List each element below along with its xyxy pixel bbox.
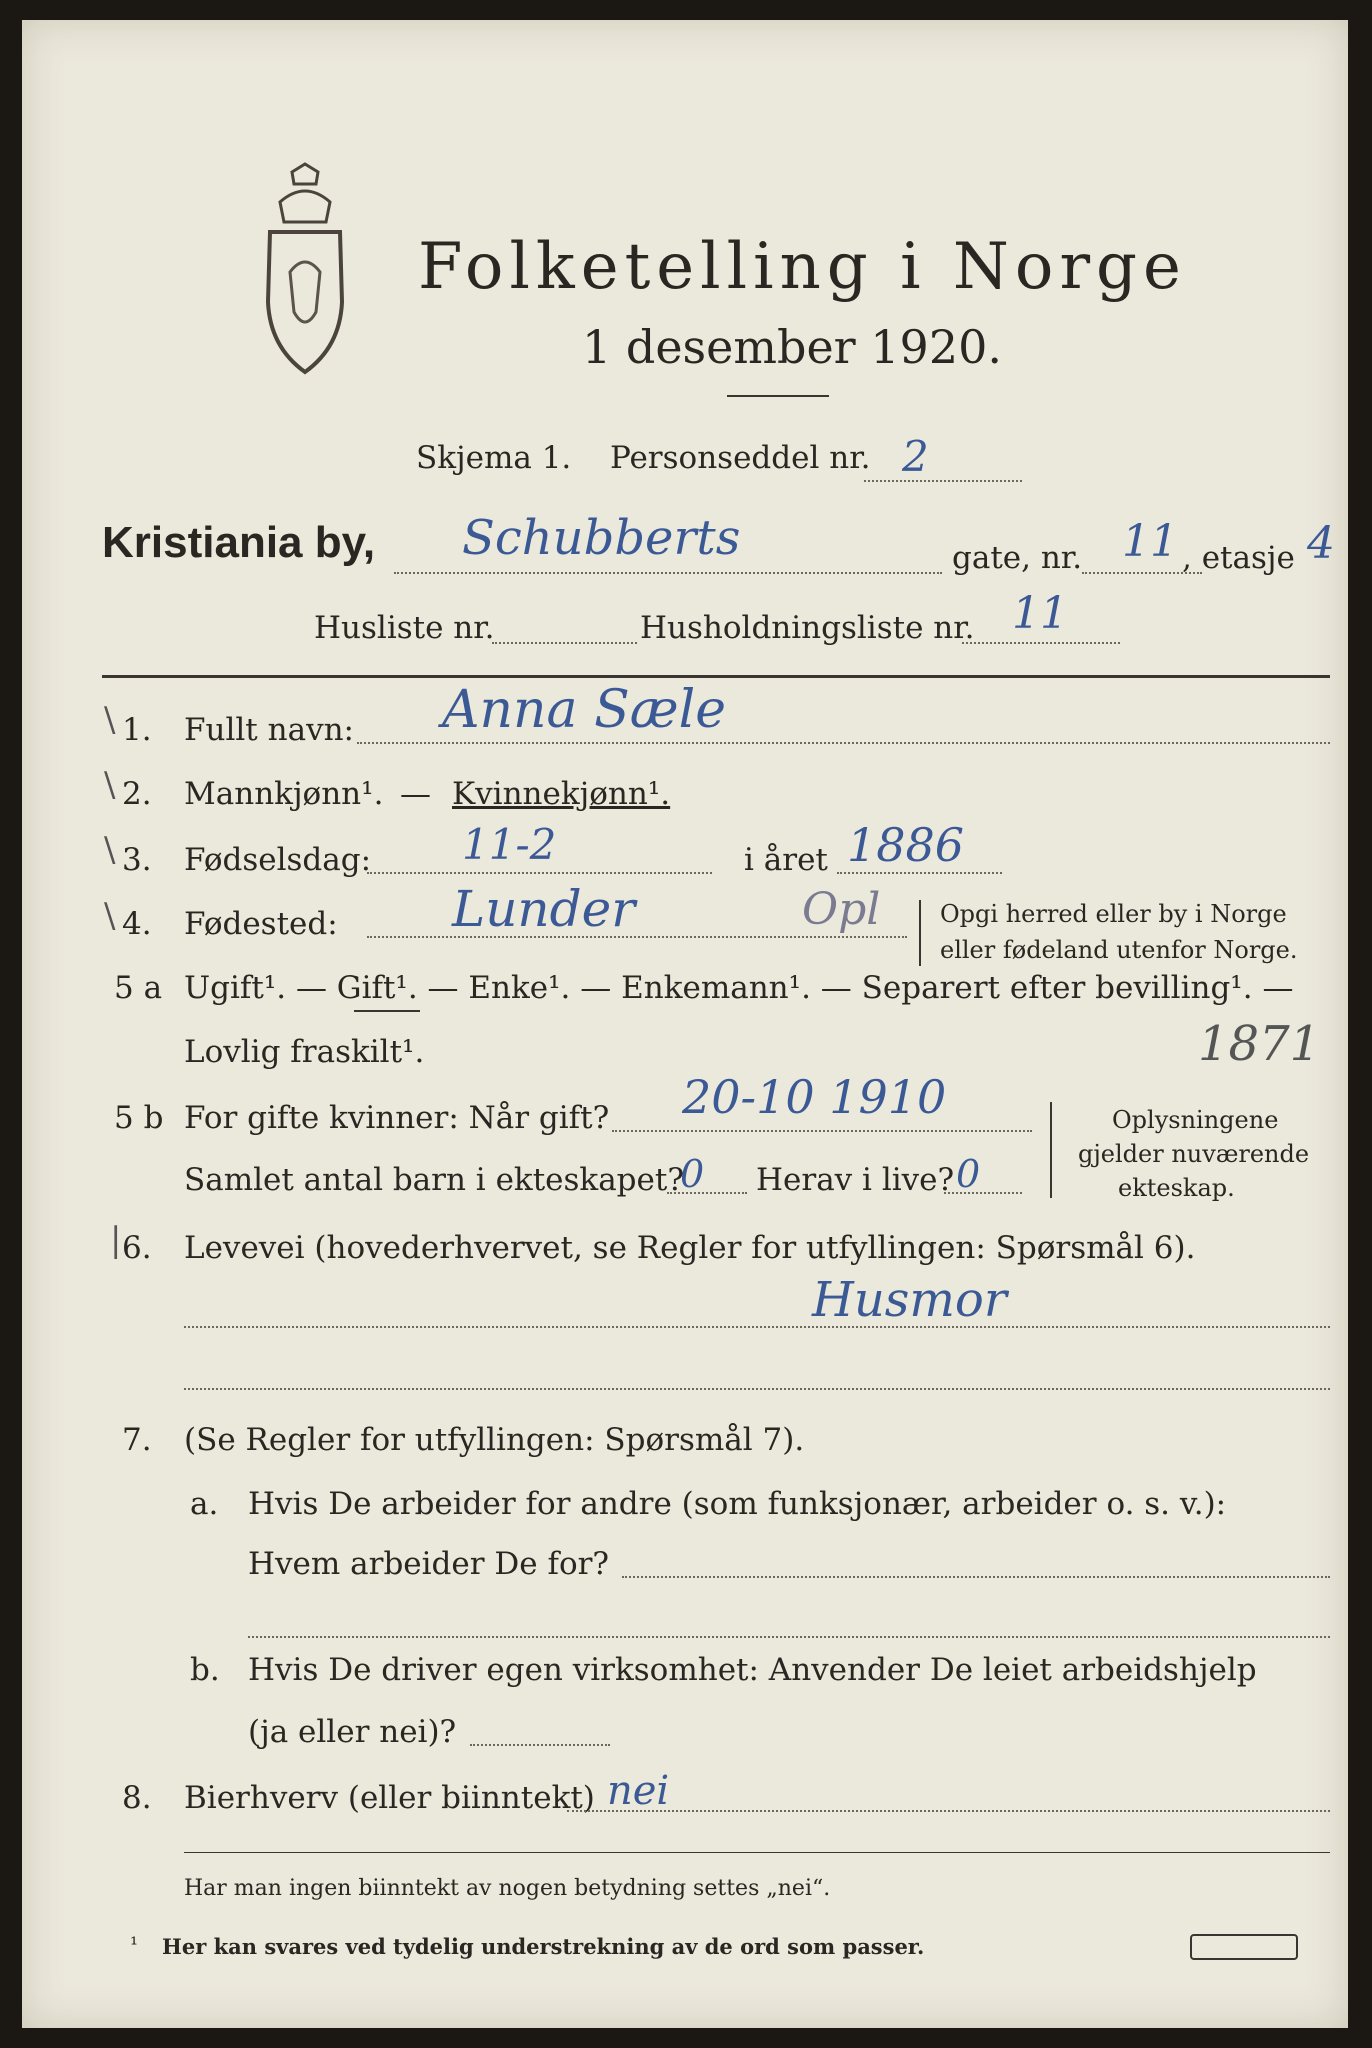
q5b-note-2: gjelder nuværende	[1078, 1140, 1310, 1168]
q5a-number: 5 a	[114, 970, 163, 1006]
q5b-note-3: ekteskap.	[1118, 1174, 1235, 1202]
q5b-value-1: 20-10 1910	[682, 1070, 947, 1124]
city-label: Kristiania by,	[102, 518, 376, 567]
husliste-field	[492, 642, 637, 644]
coat-of-arms-icon	[250, 162, 360, 382]
q3-value: 11-2	[462, 820, 557, 869]
q5b-label-2: Samlet antal barn i ekteskapet?	[184, 1162, 684, 1198]
q4-number: 4.	[122, 906, 152, 942]
q4-note-2: eller fødeland utenfor Norge.	[940, 936, 1298, 964]
q6-number: 6.	[122, 1230, 152, 1266]
q3-year-label: i året	[744, 842, 828, 878]
margin-tick: \	[104, 700, 116, 740]
q4-field	[367, 936, 907, 938]
q2-male: Mannkjønn¹.	[184, 776, 384, 812]
gate-label: gate, nr.	[952, 540, 1083, 576]
q8-number: 8.	[122, 1780, 152, 1816]
nr-value: 11	[1122, 516, 1178, 567]
etasje-label: , etasje	[1182, 540, 1295, 576]
q7-label: (Se Regler for utfyllingen: Spørsmål 7).	[184, 1422, 805, 1458]
q5b-number: 5 b	[114, 1100, 164, 1136]
q7a-field-1	[622, 1576, 1330, 1578]
q4-note-brace	[919, 900, 921, 966]
husholdning-value: 11	[1012, 588, 1068, 639]
q6-field-2	[184, 1388, 1330, 1390]
footer-note: Har man ingen biinntekt av nogen betydning settes „nei“.	[184, 1876, 831, 1901]
husholdning-label: Husholdningsliste nr.	[640, 610, 975, 646]
husholdning-field	[962, 642, 1120, 644]
q7a-line-2: Hvem arbeider De for?	[248, 1546, 610, 1582]
q2-female: Kvinnekjønn¹.	[452, 776, 671, 812]
q5b-value-2: 0	[680, 1152, 705, 1196]
q5b-label-1: For gifte kvinner: Når gift?	[184, 1100, 610, 1136]
q1-number: 1.	[122, 712, 152, 748]
street-field	[394, 572, 942, 574]
schema-label: Skjema 1.	[416, 440, 572, 476]
q7-number: 7.	[122, 1422, 152, 1458]
q5b-label-3: Herav i live?	[756, 1162, 955, 1198]
margin-tick: \	[104, 765, 116, 805]
q2-number: 2.	[122, 776, 152, 812]
q4-note-1: Opgi herred eller by i Norge	[940, 900, 1287, 928]
printer-stamp	[1190, 1934, 1298, 1960]
q7b-number: b.	[190, 1652, 220, 1688]
q3-field	[367, 872, 712, 874]
husliste-label: Husliste nr.	[314, 610, 495, 646]
q4-value: Lunder	[452, 880, 636, 938]
census-form	[22, 20, 1348, 2028]
margin-tick: \	[104, 896, 116, 936]
q7a-field-2	[248, 1636, 1330, 1638]
q5b-field-1	[612, 1130, 1032, 1132]
form-title: Folketelling i Norge	[418, 230, 1187, 304]
q6-label: Levevei (hovederhvervet, se Regler for utfyllingen: Spørsmål 6).	[184, 1230, 1196, 1266]
q3-number: 3.	[122, 842, 152, 878]
footnote-mark: ¹	[130, 1932, 139, 1956]
q8-label: Bierhverv (eller biinntekt)	[184, 1780, 595, 1816]
q6-value: Husmor	[812, 1272, 1007, 1328]
q3-label: Fødselsdag:	[184, 842, 372, 878]
street-value: Schubberts	[462, 510, 741, 566]
q5a-options: Ugift¹. — Gift¹. — Enke¹. — Enkemann¹. — Separert efter bevilling¹. —	[184, 970, 1294, 1006]
q7a-number: a.	[190, 1486, 219, 1522]
margin-tick: |	[110, 1220, 122, 1260]
q1-field	[357, 742, 1330, 744]
etasje-value: 4	[1307, 518, 1335, 569]
footnote-text: Her kan svares ved tydelig understrekning av de ord som passer.	[162, 1934, 925, 1959]
q7b-line-1: Hvis De driver egen virksomhet: Anvender De leiet arbeidshjelp	[248, 1652, 1257, 1688]
q7b-field	[470, 1744, 610, 1746]
q2-dash: —	[400, 776, 431, 812]
q1-value: Anna Sæle	[442, 680, 726, 740]
personseddel-field	[864, 480, 1022, 482]
q7a-line-1: Hvis De arbeider for andre (som funksjonær, arbeider o. s. v.):	[248, 1486, 1227, 1522]
census-date: 1 desember 1920.	[582, 320, 1002, 374]
personseddel-value: 2	[902, 432, 929, 481]
header-divider	[102, 675, 1330, 678]
q5b-note-1: Oplysningene	[1112, 1106, 1279, 1134]
q5a-options-2: Lovlig fraskilt¹.	[184, 1034, 425, 1070]
q6-field-1	[184, 1326, 1330, 1328]
q3-year-value: 1886	[847, 818, 965, 872]
q5a-margin-note: 1871	[1198, 1016, 1321, 1072]
q8-field	[567, 1810, 1330, 1812]
q5b-note-brace	[1050, 1102, 1052, 1198]
title-rule	[727, 395, 829, 397]
q8-value: nei	[607, 1768, 670, 1814]
q5b-value-3: 0	[956, 1152, 981, 1196]
q5a-gift-underline	[354, 1010, 420, 1012]
q4-label: Fødested:	[184, 906, 338, 942]
q1-label: Fullt navn:	[184, 712, 354, 748]
q7b-line-2: (ja eller nei)?	[248, 1714, 457, 1750]
q3-year-field	[837, 872, 1002, 874]
personseddel-label: Personseddel nr.	[610, 440, 871, 476]
margin-tick: \	[104, 830, 116, 870]
q5b-field-2	[667, 1192, 747, 1194]
q4-value-2: Opl	[802, 884, 881, 935]
footer-divider	[184, 1852, 1330, 1853]
